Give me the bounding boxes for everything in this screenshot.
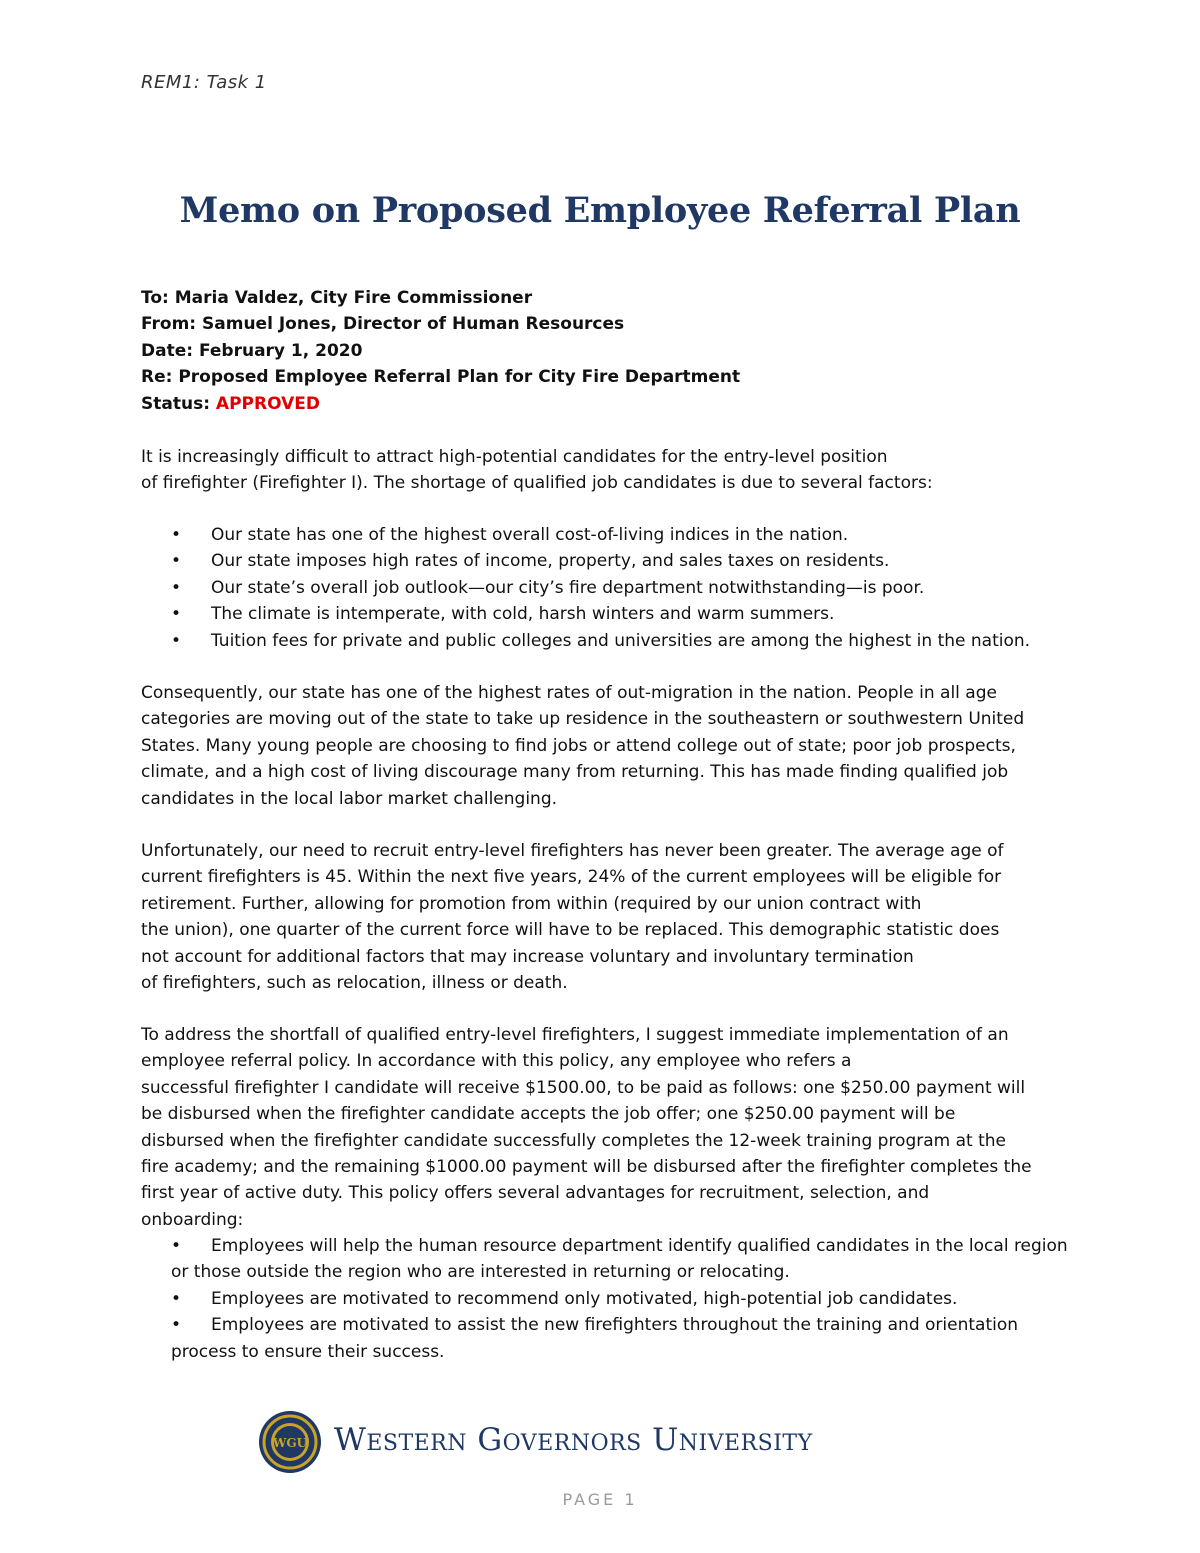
paragraph-line: categories are moving out of the state to take up residence in the southeastern or southwestern United: [141, 709, 1025, 730]
list-item: • Our state has one of the highest overall cost-of-living indices in the nation.: [141, 522, 1071, 548]
paragraph-line: retirement. Further, allowing for promotion from within (required by our union contract with: [141, 893, 922, 914]
list-item: • Our state’s overall job outlook—our city’s fire department notwithstanding—is poor.: [141, 575, 1071, 601]
seal-text: WGU: [272, 1436, 308, 1450]
header-label: REM1: Task 1: [141, 72, 267, 93]
list-item: • The climate is intemperate, with cold, harsh winters and warm summers.: [141, 601, 1071, 627]
wgu-logo: [258, 1410, 918, 1474]
list-item: • Employees are motivated to recommend only motivated, high-potential job candidates.: [141, 1286, 1071, 1312]
paragraph-line: It is increasingly difficult to attract high-potential candidates for the entry-level position: [141, 447, 888, 467]
status-label: Status:: [141, 393, 216, 414]
paragraph-line: the union), one quarter of the current force will have to be replaced. This demographic statistic does: [141, 920, 1000, 941]
wgu-wordmark: Western Governors University: [334, 1422, 813, 1458]
paragraph-intro: [141, 444, 1071, 497]
paragraph-line: current firefighters is 45. Within the next five years, 24% of the current employees will be eligible for: [141, 867, 1002, 888]
paragraph-migration: [141, 680, 1071, 812]
paragraph-line: of firefighters, such as relocation, illness or death.: [141, 973, 568, 994]
status-value: APPROVED: [215, 393, 320, 414]
list-item: • Tuition fees for private and public colleges and universities are among the highest in the nation.: [141, 628, 1071, 654]
memo-header-block: [141, 285, 1071, 417]
list-item: • Employees will help the human resource department identify qualified candidates in the local region or those outside the region who are interested in returning or relocating.: [141, 1233, 1071, 1286]
paragraph-line: not account for additional factors that may increase voluntary and involuntary termination: [141, 946, 914, 967]
paragraph-line: successful firefighter I candidate will receive $1500.00, to be paid as follows: one $250.00 payment will: [141, 1077, 1026, 1098]
paragraph-line: To address the shortfall of qualified entry-level firefighters, I suggest immediate implementation of an: [141, 1025, 1009, 1045]
paragraph-line: onboarding:: [141, 1209, 244, 1230]
memo-title: Memo on Proposed Employee Referral Plan: [179, 190, 1021, 231]
paragraph-line: of firefighter (Firefighter I). The shortage of qualified job candidates is due to several factors:: [141, 473, 933, 494]
paragraph-line: disbursed when the firefighter candidate successfully completes the 12-week training program at the: [141, 1130, 1007, 1151]
paragraph-line: candidates in the local labor market challenging.: [141, 788, 558, 809]
paragraph-line: employee referral policy. In accordance with this policy, any employee who refers a: [141, 1051, 852, 1072]
paragraph-line: fire academy; and the remaining $1000.00 payment will be disbursed after the firefighter completes the: [141, 1157, 1032, 1178]
factors-list: [141, 522, 1071, 654]
memo-re: Re: Proposed Employee Referral Plan for City Fire Department: [141, 367, 741, 388]
advantages-list: [141, 1233, 1071, 1365]
paragraph-referral-policy: [141, 1022, 1071, 1233]
paragraph-line: Unfortunately, our need to recruit entry-level firefighters has never been greater. The average age of: [141, 841, 1004, 861]
memo-to: To: Maria Valdez, City Fire Commissioner: [141, 288, 533, 308]
memo-status: [141, 391, 1071, 417]
paragraph-line: be disbursed when the firefighter candidate accepts the job offer; one $250.00 payment will be: [141, 1104, 956, 1125]
list-item: • Our state imposes high rates of income, property, and sales taxes on residents.: [141, 548, 1071, 574]
paragraph-line: climate, and a high cost of living discourage many from returning. This has made finding qualified job: [141, 762, 1009, 783]
paragraph-recruit-need: [141, 838, 1071, 996]
page-number: PAGE 1: [562, 1490, 638, 1509]
memo-from: From: Samuel Jones, Director of Human Resources: [141, 314, 625, 335]
paragraph-line: Consequently, our state has one of the highest rates of out-migration in the nation. People in all age: [141, 683, 997, 703]
paragraph-line: first year of active duty. This policy offers several advantages for recruitment, selection, and: [141, 1183, 930, 1204]
memo-date: Date: February 1, 2020: [141, 340, 363, 361]
list-item: • Employees are motivated to assist the new firefighters throughout the training and orientation process to ensure their success.: [141, 1312, 1071, 1365]
paragraph-line: States. Many young people are choosing to find jobs or attend college out of state; poor job prospects,: [141, 735, 1016, 756]
wgu-seal-icon: [258, 1410, 322, 1474]
